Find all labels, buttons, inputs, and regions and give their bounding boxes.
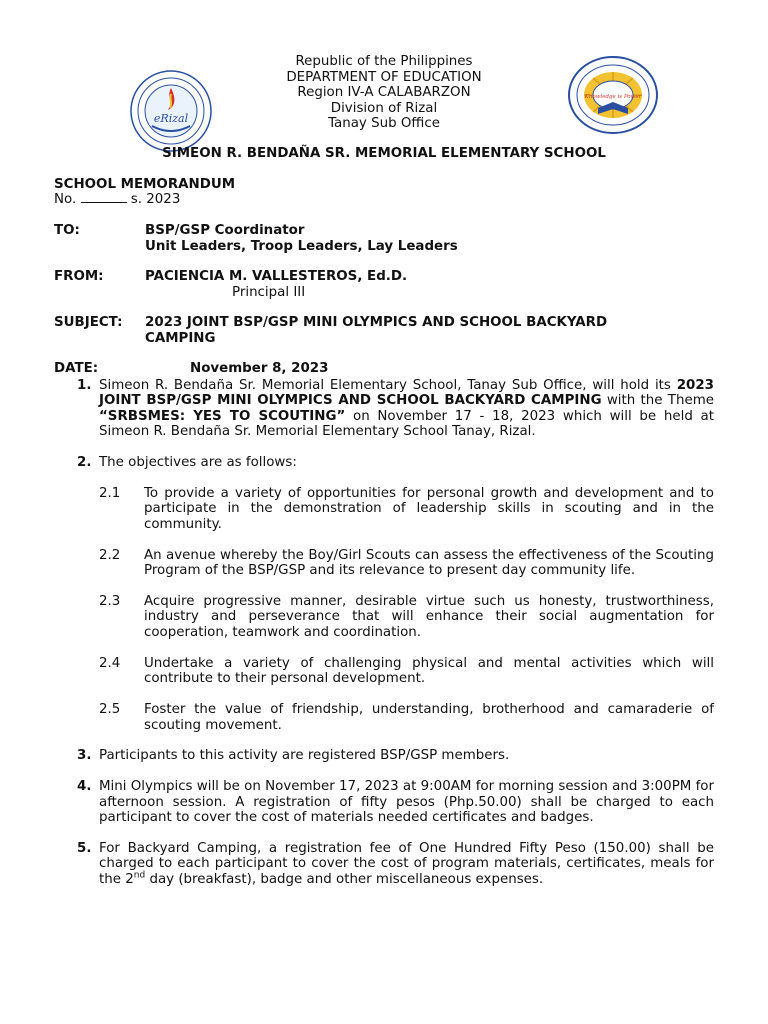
from-label: FROM: [54,269,104,284]
header-line-5: Tanay Sub Office [328,116,440,131]
from-title: Principal III [232,284,306,300]
letterhead [0,54,768,132]
header-line-3: Region IV-A CALABARZON [297,85,471,100]
list-item: 4. Mini Olympics will be on November 17, 2023 at 9:00AM for morning session and 3:00PM for afternoon session. A registration of fifty pesos (Php.50.00) shall be charged to each participant to cover the cost of materials needed certificates and badges. [77,779,714,826]
date-value: November 8, 2023 [190,361,329,376]
to-line-2: Unit Leaders, Troop Leaders, Lay Leaders [145,238,458,254]
logo-left-text: eRizal [153,112,189,125]
sub-item: 2.1 To provide a variety of opportunities for personal growth and development and to participate in the demonstration of leadership skills in scouting and in the community. [99,486,714,532]
subject-line-1: 2023 JOINT BSP/GSP MINI OLYMPICS AND SCHOOL BACKYARD [145,315,608,330]
list-item: 5. For Backyard Camping, a registration fee of One Hundred Fifty Peso (150.00) shall be charged to each participant to cover the cost of program materials, certificates, meals for the 2nd day (breakfast), badge and other miscellaneous expenses. [77,841,714,887]
memo-series: s. 2023 [130,192,181,207]
sub-item: 2.5 Foster the value of friendship, understanding, brotherhood and camaraderie of scouting movement. [99,702,714,733]
list-item: 1. Simeon R. Bendaña Sr. Memorial Elementary School, Tanay Sub Office, will hold its 2023 JOINT BSP/GSP MINI OLYMPICS AND SCHOOL BACKYARD CAMPING with the Theme “SRBSMES: YES TO SCOUTING” on November 17 - 18, 2023 which will be held at Simeon R. Bendaña Sr. Memorial Elementary School Tanay, Rizal. [77,378,714,440]
to-line-1: BSP/GSP Coordinator [145,223,305,238]
header-line-1: Republic of the Philippines [295,54,473,69]
school-name: SIMEON R. BENDAÑA SR. MEMORIAL ELEMENTARY SCHOOL [162,146,606,161]
to-label: TO: [54,223,80,238]
header-line-4: Division of Rizal [330,100,438,116]
subject-line-2: CAMPING [145,330,216,346]
memo-number [54,192,180,207]
memo-body [54,378,714,887]
list-item: 2. The objectives are as follows: [77,455,297,471]
date-label: DATE: [54,361,99,376]
sub-item: 2.4 Undertake a variety of challenging physical and mental activities which will contribute to their personal development. [99,655,714,687]
memo-title: SCHOOL MEMORANDUM [54,177,236,192]
list-item: 3. Participants to this activity are registered BSP/GSP members. [77,748,510,764]
sub-item: 2.3 Acquire progressive manner, desirable virtue such us honesty, trustworthiness, industry and perseverance that will enhance their social augmentation for cooperation, teamwork and coordination. [99,594,714,640]
header-line-2: DEPARTMENT OF EDUCATION [286,69,482,85]
from-name: PACIENCIA M. VALLESTEROS, Ed.D. [145,269,408,284]
memo-no-label: No. [54,192,77,207]
logo-right-text: Knowledge is Power [584,94,642,100]
sub-item: 2.2 An avenue whereby the Boy/Girl Scouts can assess the effectiveness of the Scouting Program of the BSP/GSP and its relevance to present day community life. [99,547,714,579]
subject-label: SUBJECT: [54,315,123,330]
memo-no-blank [81,192,127,203]
